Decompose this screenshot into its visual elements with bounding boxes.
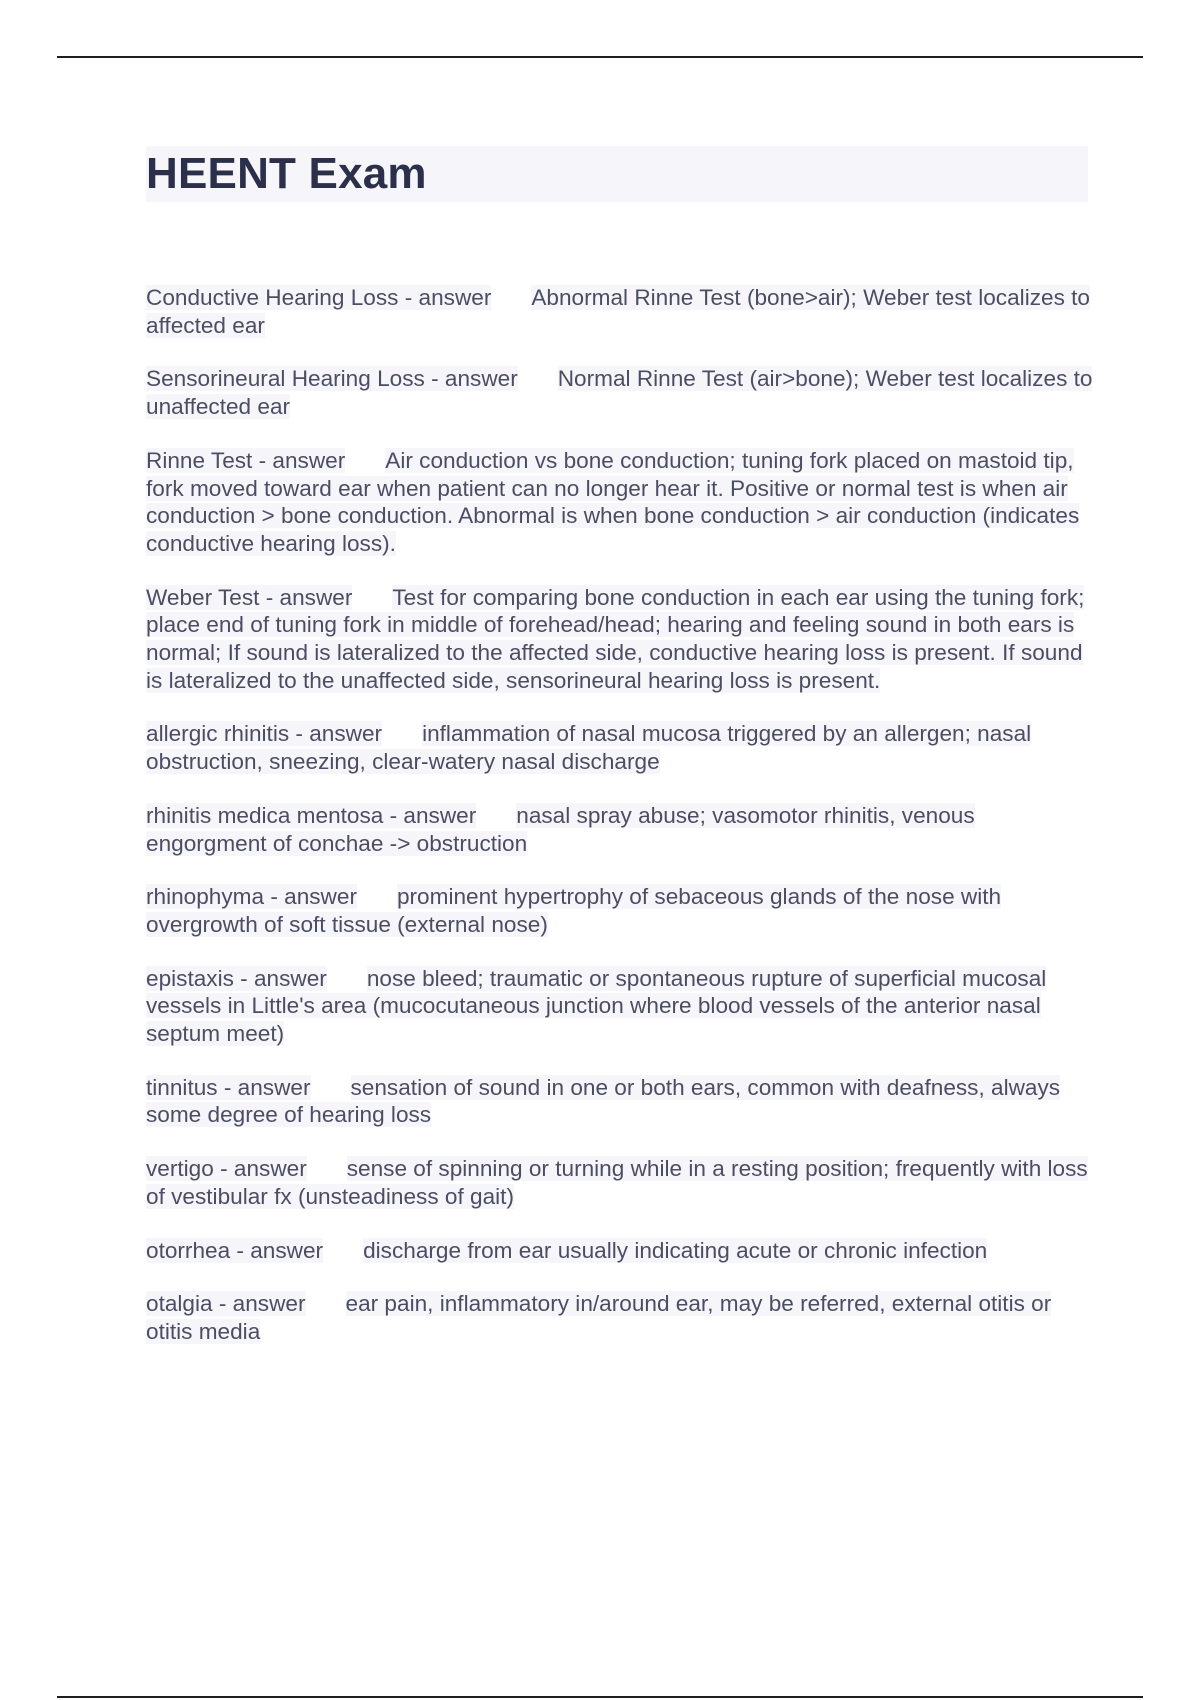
entry-definition: prominent hypertrophy of sebaceous glands of the nose with overgrowth of soft tissue (external nose) <box>146 884 1002 937</box>
entry-term: rhinitis medica mentosa - answer <box>146 802 477 828</box>
entry-definition: nasal spray abuse; vasomotor rhinitis, venous engorgment of conchae -> obstruction <box>146 802 975 856</box>
entry-term: Sensorineural Hearing Loss - answer <box>146 366 518 392</box>
entry-term: Weber Test - answer <box>146 584 353 610</box>
entry-definition: Air conduction vs bone conduction; tuning fork placed on mastoid tip, fork moved toward ear when patient can no longer hear it. Positive or normal test is when air conduction > bone conduction. Abnormal is when bone conduction > air conduction (indicates conductive hearing loss). <box>146 447 1080 556</box>
flashcard-entry <box>146 965 1096 1048</box>
entry-term: epistaxis - answer <box>146 965 327 991</box>
entry-term: allergic rhinitis - answer <box>146 721 383 747</box>
entry-term: Conductive Hearing Loss - answer <box>146 285 492 310</box>
entry-term: otorrhea - answer <box>146 1237 324 1263</box>
entry-definition: Test for comparing bone conduction in each ear using the tuning fork; place end of tuning fork in middle of forehead/head; hearing and feeling sound in both ears is normal; If sound is lateralized to the affected side, conductive hearing loss is present. If sound is lateralized to the unaffected side, sensorineural hearing loss is present. <box>146 584 1085 693</box>
entry-term: rhinophyma - answer <box>146 884 357 910</box>
bottom-rule <box>57 1696 1143 1698</box>
entry-definition: inflammation of nasal mucosa triggered by an allergen; nasal obstruction, sneezing, clear-watery nasal discharge <box>146 721 1032 775</box>
flashcard-entry <box>146 720 1096 775</box>
flashcard-list <box>146 284 1096 1372</box>
top-rule <box>57 56 1143 58</box>
flashcard-entry <box>146 1237 1096 1265</box>
entry-definition: Normal Rinne Test (air>bone); Weber test localizes to unaffected ear <box>146 366 1093 420</box>
entry-definition: sensation of sound in one or both ears, common with deafness, always some degree of hearing loss <box>146 1074 1061 1128</box>
entry-term: otalgia - answer <box>146 1291 306 1317</box>
page-title: HEENT Exam <box>146 149 427 198</box>
flashcard-entry <box>146 584 1096 695</box>
flashcard-entry <box>146 802 1096 857</box>
flashcard-entry <box>146 1290 1096 1345</box>
flashcard-entry <box>146 284 1096 339</box>
flashcard-entry <box>146 365 1096 420</box>
entry-definition: ear pain, inflammatory in/around ear, may be referred, external otitis or otitis media <box>146 1291 1052 1344</box>
entry-term: Rinne Test - answer <box>146 447 346 473</box>
entry-definition: Abnormal Rinne Test (bone>air); Weber test localizes to affected ear <box>146 285 1090 338</box>
flashcard-entry <box>146 1155 1096 1210</box>
entry-term: tinnitus - answer <box>146 1074 311 1100</box>
title-block <box>146 146 1088 202</box>
flashcard-entry <box>146 447 1096 558</box>
entry-definition: nose bleed; traumatic or spontaneous rupture of superficial mucosal vessels in Little's area (mucocutaneous junction where blood vessels of the anterior nasal septum meet) <box>146 965 1047 1047</box>
entry-definition: sense of spinning or turning while in a resting position; frequently with loss of vestibular fx (unsteadiness of gait) <box>146 1156 1088 1209</box>
entry-definition: discharge from ear usually indicating acute or chronic infection <box>363 1237 988 1263</box>
flashcard-entry <box>146 883 1096 938</box>
flashcard-entry <box>146 1074 1096 1129</box>
entry-term: vertigo - answer <box>146 1156 307 1182</box>
